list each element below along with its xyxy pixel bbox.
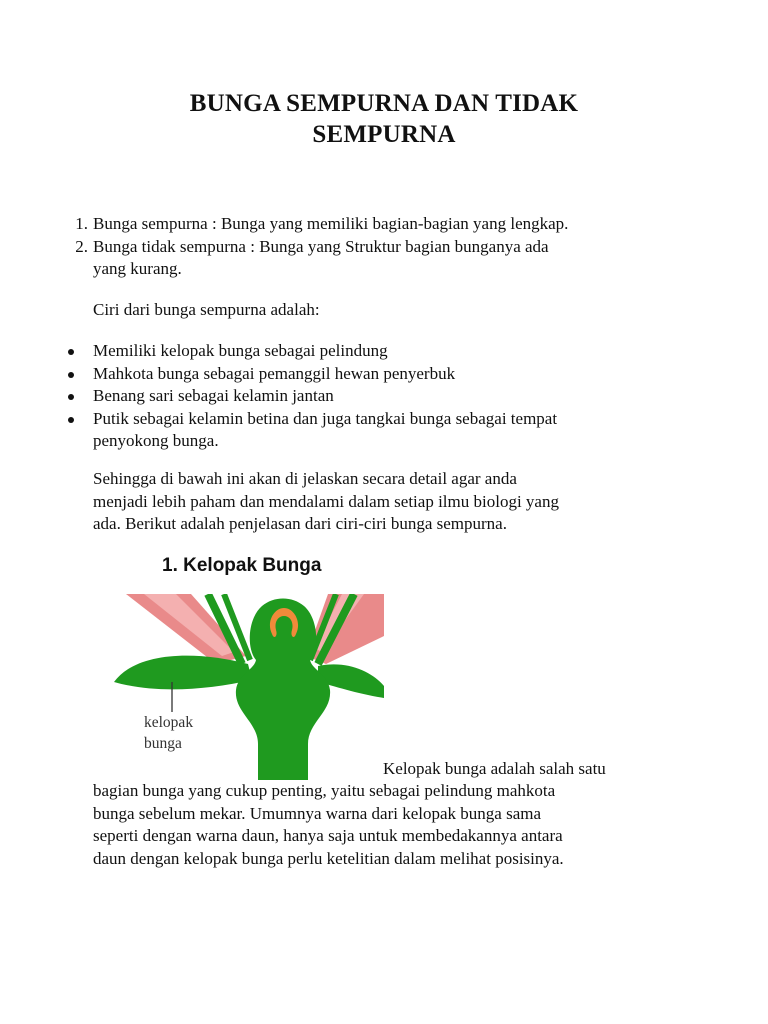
description-line: bunga sebelum mekar. Umumnya warna dari kelopak bunga sama [93,803,542,823]
bullet-icon [68,349,74,355]
title-line-1: BUNGA SEMPURNA DAN TIDAK [189,90,579,117]
summary-line: ada. Berikut adalah penjelasan dari ciri-ciri bunga sempurna. [93,514,507,533]
list-item [60,408,700,453]
sepal-left [114,656,252,690]
list-item [60,363,700,386]
bullet-icon [68,372,74,378]
bullet-icon [68,394,74,400]
kelopak-description-first-line: Kelopak bunga adalah salah satu [383,759,606,778]
bullet-text: Putik sebagai kelamin betina dan juga tangkai bunga sebagai tempat [93,408,558,428]
bullet-icon [68,417,74,423]
list-item [60,340,700,363]
page-title [100,88,668,150]
pistil-body [236,599,330,781]
list-text: Bunga sempurna : Bunga yang memiliki bagian-bagian yang lengkap. [93,214,569,233]
list-item [60,213,700,236]
title-line-2: SEMPURNA [312,121,456,148]
summary-line: menjadi lebih paham dan mendalami dalam setiap ilmu biologi yang [93,491,559,511]
description-line: daun dengan kelopak bunga perlu ketelitian dalam melihat posisinya. [93,848,564,868]
bullet-text-continued: penyokong bunga. [93,431,219,450]
definition-list [60,213,700,281]
summary-line: Sehingga di bawah ini akan di jelaskan secara detail agar anda [93,469,517,488]
list-number: 1. [75,214,88,233]
bullet-text: Mahkota bunga sebagai pemanggil hewan penyerbuk [93,363,456,383]
list-number: 2. [75,236,88,256]
list-text-continued: yang kurang. [93,259,182,278]
ciri-intro: Ciri dari bunga sempurna adalah: [93,300,320,319]
bullet-text: Memiliki kelopak bunga sebagai pelindung [93,341,388,360]
kelopak-description [93,780,703,870]
description-line: seperti dengan warna daun, hanya saja untuk membedakannya antara [93,826,563,845]
list-text: Bunga tidak sempurna : Bunga yang Struktur bagian bunganya ada [93,236,549,256]
figure-label-line-2: bunga [144,735,182,752]
bullet-text: Benang sari sebagai kelamin jantan [93,386,334,405]
flower-illustration [96,594,384,780]
ciri-bullet-list [60,340,700,453]
summary-paragraph [93,468,693,536]
flower-diagram [96,594,384,780]
description-line: bagian bunga yang cukup penting, yaitu sebagai pelindung mahkota [93,781,556,800]
figure-label-line-1: kelopak [144,714,194,731]
section-heading-kelopak: 1. Kelopak Bunga [162,555,322,576]
list-item [60,236,700,281]
figure-label [144,712,193,754]
list-item [60,385,700,408]
